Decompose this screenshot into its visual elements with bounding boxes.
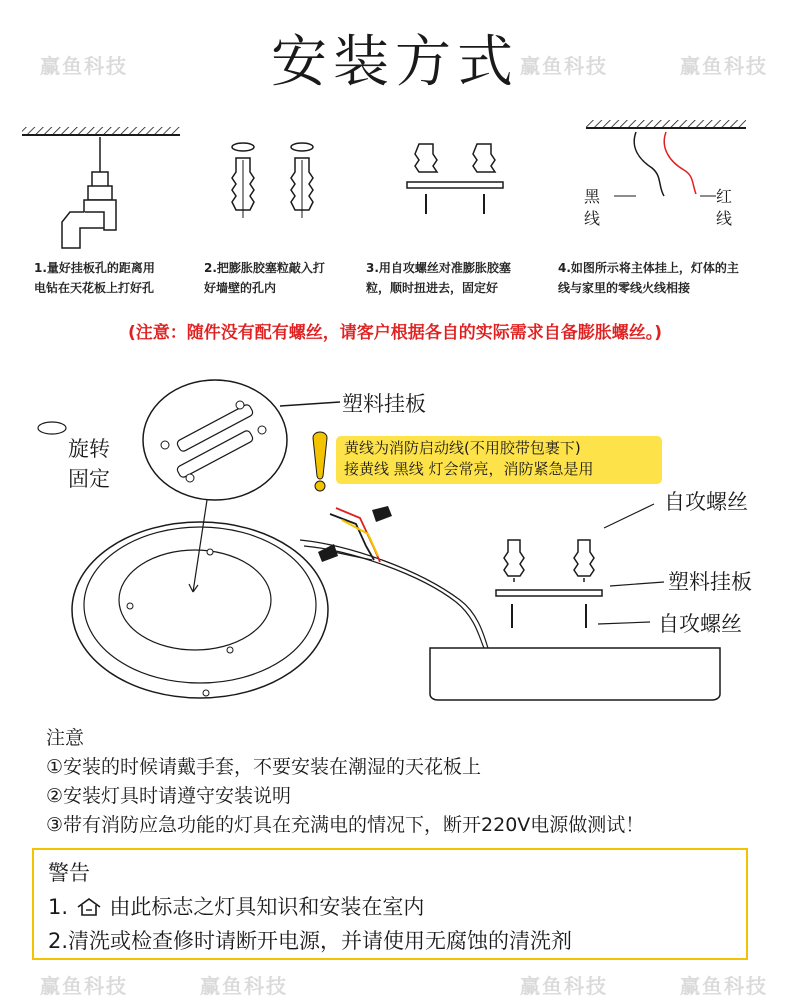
step-caption-line: 电钻在天花板上打好孔 <box>34 281 155 295</box>
fire-line-notice-line: 接黄线 黑线 灯会常亮，消防紧急是用 <box>344 460 594 478</box>
notes-heading: 注意 <box>46 727 85 749</box>
self-tapping-screw-label: 自攻螺丝 <box>664 490 748 514</box>
rotate-label-line: 旋转 <box>68 437 110 461</box>
step-caption <box>558 258 739 298</box>
warning-heading: 警告 <box>48 861 90 885</box>
step-caption-line: 好墙壁的孔内 <box>204 281 277 295</box>
plastic-plate-label: 塑料挂板 <box>342 392 426 416</box>
step-caption-line: 线与家里的零线火线相接 <box>558 281 691 295</box>
black-wire-label <box>584 186 600 230</box>
red-wire-label-char: 线 <box>716 209 733 228</box>
red-wire-label <box>716 186 732 230</box>
note-item: ①安装的时候请戴手套，不要安装在潮湿的天花板上 <box>46 756 482 778</box>
rotate-fix-label <box>68 434 110 494</box>
warning-item-1 <box>48 890 732 924</box>
fire-line-notice <box>336 436 662 484</box>
house-icon <box>75 893 103 913</box>
watermark: 赢鱼科技 <box>40 974 128 998</box>
watermark: 赢鱼科技 <box>520 54 608 78</box>
drill-icon <box>22 127 180 248</box>
plastic-plate-side-label: 塑料挂板 <box>668 570 752 594</box>
wire-connector-illustration <box>318 506 392 562</box>
watermark: 赢鱼科技 <box>520 974 608 998</box>
watermark: 赢鱼科技 <box>200 974 288 998</box>
page-title: 安装方式 <box>271 30 519 95</box>
step-caption <box>204 258 325 298</box>
warning-item-2: 2.清洗或检查修时请断开电源，并请使用无腐蚀的清洗剂 <box>48 929 573 953</box>
side-view-illustration <box>430 504 720 700</box>
warning-box <box>32 848 748 960</box>
warning-item-1-prefix: 1. <box>48 895 69 919</box>
watermark: 赢鱼科技 <box>40 54 128 78</box>
step-caption <box>34 258 155 298</box>
fire-line-notice-line: 黄线为消防启动线(不用胶带包裹下) <box>344 439 581 457</box>
fix-label-line: 固定 <box>68 467 110 491</box>
warning-item-1-text: 由此标志之灯具知识和安装在室内 <box>109 895 425 919</box>
step-caption-line: 3.用自攻螺丝对准膨胀胶塞 <box>366 261 511 275</box>
step-caption <box>366 258 511 298</box>
step-caption-line: 1.量好挂板孔的距离用 <box>34 261 155 275</box>
step-caption-line: 4.如图所示将主体挂上，灯体的主 <box>558 261 739 275</box>
screw-not-included-note: (注意：随件没有配有螺丝，请客户根据各自的实际需求自备膨胀螺丝。) <box>127 323 663 343</box>
black-wire-label-char: 黑 <box>584 187 601 206</box>
screw-icon <box>407 144 503 214</box>
red-wire-label-char: 红 <box>716 187 733 206</box>
exclamation-icon <box>313 432 327 491</box>
watermark: 赢鱼科技 <box>680 974 768 998</box>
anchor-icon <box>232 143 313 218</box>
black-wire-label-char: 线 <box>584 209 601 228</box>
step-caption-line: 2.把膨胀胶塞粒敲入打 <box>204 261 325 275</box>
notes-section <box>46 724 644 840</box>
step-caption-line: 粒，顺时扭进去，固定好 <box>366 281 499 295</box>
note-item: ②安装灯具时请遵守安装说明 <box>46 785 292 807</box>
watermark: 赢鱼科技 <box>680 54 768 78</box>
note-item: ③带有消防应急功能的灯具在充满电的情况下，断开220V电源做测试！ <box>46 814 645 836</box>
self-tapping-screw-bottom-label: 自攻螺丝 <box>658 612 742 636</box>
wire-illustration <box>586 120 746 196</box>
lamp-body-illustration <box>72 500 488 698</box>
